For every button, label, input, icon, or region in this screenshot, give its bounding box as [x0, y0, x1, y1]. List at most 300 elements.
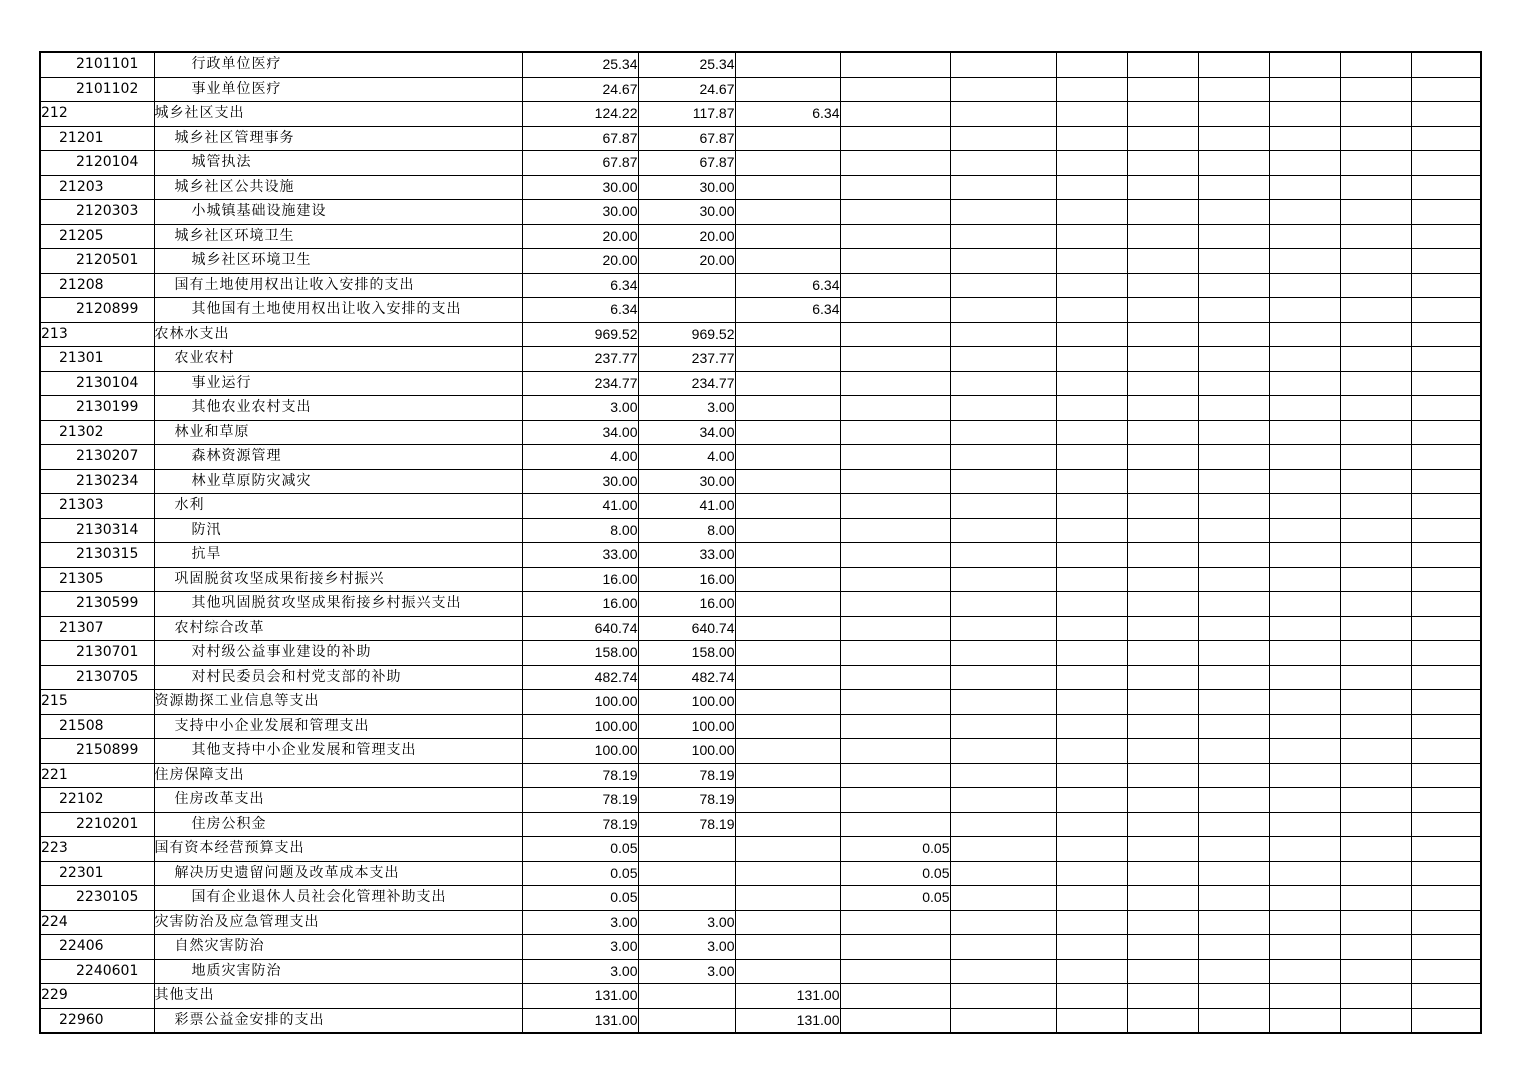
- fund-budget-amount-cell: [735, 371, 840, 396]
- empty-cell: [1056, 371, 1127, 396]
- subject-name-cell: 住房保障支出: [154, 763, 522, 788]
- empty-cell: [1056, 1008, 1127, 1033]
- empty-cell: [1056, 322, 1127, 347]
- state-capital-amount-cell: [840, 420, 950, 445]
- empty-cell: [1198, 861, 1269, 886]
- general-budget-amount-cell: 8.00: [638, 518, 735, 543]
- empty-cell: [1056, 714, 1127, 739]
- subject-code-cell: 21508: [40, 714, 154, 739]
- empty-cell: [1198, 445, 1269, 470]
- subject-code-cell: 2120303: [40, 200, 154, 225]
- table-row: [40, 984, 1481, 1009]
- general-budget-amount-cell: 117.87: [638, 102, 735, 127]
- empty-cell: [1056, 151, 1127, 176]
- empty-cell: [1198, 52, 1269, 77]
- subject-name-cell: 其他巩固脱贫攻坚成果衔接乡村振兴支出: [154, 592, 522, 617]
- empty-cell: [1127, 665, 1198, 690]
- general-budget-amount-cell: 3.00: [638, 959, 735, 984]
- empty-cell: [1269, 396, 1340, 421]
- state-capital-amount-cell: [840, 102, 950, 127]
- empty-cell: [1411, 665, 1481, 690]
- empty-cell: [1411, 151, 1481, 176]
- empty-cell: [1340, 763, 1411, 788]
- table-row: [40, 102, 1481, 127]
- general-budget-amount-cell: [638, 861, 735, 886]
- empty-cell: [1056, 959, 1127, 984]
- total-amount-cell: 34.00: [522, 420, 638, 445]
- empty-cell: [1269, 690, 1340, 715]
- empty-cell: [950, 1008, 1056, 1033]
- empty-cell: [1198, 935, 1269, 960]
- subject-name-cell: 国有土地使用权出让收入安排的支出: [154, 273, 522, 298]
- empty-cell: [1411, 371, 1481, 396]
- subject-code-cell: 224: [40, 910, 154, 935]
- subject-name-cell: 自然灾害防治: [154, 935, 522, 960]
- subject-code-cell: 2210201: [40, 812, 154, 837]
- empty-cell: [1056, 910, 1127, 935]
- empty-cell: [1340, 151, 1411, 176]
- empty-cell: [1056, 200, 1127, 225]
- empty-cell: [950, 102, 1056, 127]
- empty-cell: [1411, 518, 1481, 543]
- state-capital-amount-cell: [840, 788, 950, 813]
- empty-cell: [1340, 984, 1411, 1009]
- empty-cell: [950, 616, 1056, 641]
- subject-code-cell: 22301: [40, 861, 154, 886]
- fund-budget-amount-cell: [735, 616, 840, 641]
- budget-table: [39, 51, 1482, 1034]
- total-amount-cell: 237.77: [522, 347, 638, 372]
- state-capital-amount-cell: [840, 249, 950, 274]
- state-capital-amount-cell: [840, 347, 950, 372]
- empty-cell: [1198, 739, 1269, 764]
- empty-cell: [950, 935, 1056, 960]
- empty-cell: [1127, 126, 1198, 151]
- table-row: [40, 837, 1481, 862]
- empty-cell: [1269, 812, 1340, 837]
- empty-cell: [1340, 224, 1411, 249]
- empty-cell: [950, 910, 1056, 935]
- empty-cell: [1127, 224, 1198, 249]
- empty-cell: [1340, 959, 1411, 984]
- empty-cell: [1340, 543, 1411, 568]
- state-capital-amount-cell: [840, 763, 950, 788]
- fund-budget-amount-cell: [735, 347, 840, 372]
- empty-cell: [1411, 592, 1481, 617]
- empty-cell: [1127, 641, 1198, 666]
- empty-cell: [1056, 690, 1127, 715]
- general-budget-amount-cell: 3.00: [638, 910, 735, 935]
- empty-cell: [1056, 518, 1127, 543]
- empty-cell: [1411, 543, 1481, 568]
- state-capital-amount-cell: 0.05: [840, 837, 950, 862]
- table-row: [40, 224, 1481, 249]
- empty-cell: [1340, 935, 1411, 960]
- state-capital-amount-cell: [840, 959, 950, 984]
- general-budget-amount-cell: 30.00: [638, 175, 735, 200]
- empty-cell: [1198, 1008, 1269, 1033]
- empty-cell: [1411, 984, 1481, 1009]
- empty-cell: [1056, 273, 1127, 298]
- subject-code-cell: 215: [40, 690, 154, 715]
- empty-cell: [1198, 910, 1269, 935]
- empty-cell: [1269, 126, 1340, 151]
- empty-cell: [1198, 175, 1269, 200]
- total-amount-cell: 67.87: [522, 126, 638, 151]
- table-row: [40, 126, 1481, 151]
- subject-name-cell: 防汛: [154, 518, 522, 543]
- general-budget-amount-cell: [638, 1008, 735, 1033]
- state-capital-amount-cell: [840, 151, 950, 176]
- table-row: [40, 469, 1481, 494]
- state-capital-amount-cell: [840, 1008, 950, 1033]
- state-capital-amount-cell: [840, 52, 950, 77]
- subject-name-cell: 其他支出: [154, 984, 522, 1009]
- empty-cell: [1269, 837, 1340, 862]
- empty-cell: [1056, 396, 1127, 421]
- empty-cell: [1340, 1008, 1411, 1033]
- subject-code-cell: 21203: [40, 175, 154, 200]
- empty-cell: [1056, 837, 1127, 862]
- table-row: [40, 77, 1481, 102]
- empty-cell: [1056, 984, 1127, 1009]
- empty-cell: [1198, 714, 1269, 739]
- empty-cell: [1056, 812, 1127, 837]
- subject-code-cell: 2101101: [40, 52, 154, 77]
- empty-cell: [1340, 616, 1411, 641]
- empty-cell: [1198, 984, 1269, 1009]
- general-budget-amount-cell: 67.87: [638, 126, 735, 151]
- empty-cell: [1411, 567, 1481, 592]
- subject-code-cell: 22102: [40, 788, 154, 813]
- general-budget-amount-cell: 4.00: [638, 445, 735, 470]
- total-amount-cell: 0.05: [522, 837, 638, 862]
- total-amount-cell: 16.00: [522, 592, 638, 617]
- total-amount-cell: 158.00: [522, 641, 638, 666]
- empty-cell: [950, 763, 1056, 788]
- state-capital-amount-cell: [840, 322, 950, 347]
- empty-cell: [1127, 690, 1198, 715]
- subject-name-cell: 小城镇基础设施建设: [154, 200, 522, 225]
- empty-cell: [1269, 249, 1340, 274]
- subject-code-cell: 21303: [40, 494, 154, 519]
- empty-cell: [1340, 714, 1411, 739]
- empty-cell: [1269, 592, 1340, 617]
- fund-budget-amount-cell: [735, 910, 840, 935]
- general-budget-amount-cell: 640.74: [638, 616, 735, 641]
- subject-name-cell: 城乡社区管理事务: [154, 126, 522, 151]
- empty-cell: [1269, 347, 1340, 372]
- general-budget-amount-cell: [638, 273, 735, 298]
- total-amount-cell: 0.05: [522, 886, 638, 911]
- general-budget-amount-cell: 237.77: [638, 347, 735, 372]
- empty-cell: [950, 641, 1056, 666]
- empty-cell: [1127, 616, 1198, 641]
- subject-code-cell: 21301: [40, 347, 154, 372]
- subject-name-cell: 资源勘探工业信息等支出: [154, 690, 522, 715]
- empty-cell: [1127, 739, 1198, 764]
- state-capital-amount-cell: [840, 273, 950, 298]
- table-row: [40, 959, 1481, 984]
- empty-cell: [1340, 494, 1411, 519]
- empty-cell: [950, 543, 1056, 568]
- empty-cell: [1411, 763, 1481, 788]
- empty-cell: [950, 984, 1056, 1009]
- empty-cell: [1269, 959, 1340, 984]
- empty-cell: [1198, 273, 1269, 298]
- subject-name-cell: 城管执法: [154, 151, 522, 176]
- subject-code-cell: 22960: [40, 1008, 154, 1033]
- table-row: [40, 592, 1481, 617]
- empty-cell: [1340, 518, 1411, 543]
- empty-cell: [1056, 102, 1127, 127]
- state-capital-amount-cell: [840, 910, 950, 935]
- fund-budget-amount-cell: [735, 518, 840, 543]
- total-amount-cell: 20.00: [522, 224, 638, 249]
- empty-cell: [950, 371, 1056, 396]
- empty-cell: [950, 420, 1056, 445]
- empty-cell: [1269, 151, 1340, 176]
- subject-name-cell: 水利: [154, 494, 522, 519]
- empty-cell: [950, 886, 1056, 911]
- total-amount-cell: 6.34: [522, 273, 638, 298]
- fund-budget-amount-cell: [735, 396, 840, 421]
- total-amount-cell: 100.00: [522, 714, 638, 739]
- empty-cell: [1411, 347, 1481, 372]
- empty-cell: [1056, 249, 1127, 274]
- fund-budget-amount-cell: [735, 322, 840, 347]
- empty-cell: [1198, 77, 1269, 102]
- empty-cell: [1340, 273, 1411, 298]
- subject-name-cell: 事业单位医疗: [154, 77, 522, 102]
- total-amount-cell: 0.05: [522, 861, 638, 886]
- general-budget-amount-cell: 969.52: [638, 322, 735, 347]
- fund-budget-amount-cell: [735, 224, 840, 249]
- state-capital-amount-cell: [840, 371, 950, 396]
- subject-code-cell: 21307: [40, 616, 154, 641]
- empty-cell: [1269, 763, 1340, 788]
- empty-cell: [1127, 935, 1198, 960]
- empty-cell: [1411, 224, 1481, 249]
- empty-cell: [950, 77, 1056, 102]
- empty-cell: [1411, 886, 1481, 911]
- total-amount-cell: 78.19: [522, 788, 638, 813]
- subject-name-cell: 事业运行: [154, 371, 522, 396]
- subject-name-cell: 国有资本经营预算支出: [154, 837, 522, 862]
- table-row: [40, 690, 1481, 715]
- total-amount-cell: 3.00: [522, 959, 638, 984]
- table-row: [40, 641, 1481, 666]
- table-row: [40, 347, 1481, 372]
- empty-cell: [1269, 322, 1340, 347]
- general-budget-amount-cell: 16.00: [638, 592, 735, 617]
- total-amount-cell: 30.00: [522, 175, 638, 200]
- empty-cell: [1056, 126, 1127, 151]
- empty-cell: [1340, 200, 1411, 225]
- subject-code-cell: 2130599: [40, 592, 154, 617]
- empty-cell: [1056, 592, 1127, 617]
- total-amount-cell: 100.00: [522, 739, 638, 764]
- empty-cell: [1340, 396, 1411, 421]
- general-budget-amount-cell: 78.19: [638, 788, 735, 813]
- subject-name-cell: 灾害防治及应急管理支出: [154, 910, 522, 935]
- empty-cell: [950, 249, 1056, 274]
- total-amount-cell: 41.00: [522, 494, 638, 519]
- empty-cell: [1056, 77, 1127, 102]
- subject-code-cell: 213: [40, 322, 154, 347]
- empty-cell: [1056, 763, 1127, 788]
- total-amount-cell: 969.52: [522, 322, 638, 347]
- subject-name-cell: 林业和草原: [154, 420, 522, 445]
- empty-cell: [1198, 763, 1269, 788]
- empty-cell: [950, 665, 1056, 690]
- empty-cell: [1127, 102, 1198, 127]
- empty-cell: [950, 469, 1056, 494]
- empty-cell: [1340, 445, 1411, 470]
- empty-cell: [1198, 224, 1269, 249]
- empty-cell: [1411, 641, 1481, 666]
- empty-cell: [950, 592, 1056, 617]
- empty-cell: [1411, 126, 1481, 151]
- empty-cell: [950, 959, 1056, 984]
- empty-cell: [1198, 420, 1269, 445]
- empty-cell: [950, 298, 1056, 323]
- general-budget-amount-cell: [638, 886, 735, 911]
- empty-cell: [1269, 788, 1340, 813]
- subject-code-cell: 2130199: [40, 396, 154, 421]
- empty-cell: [1198, 151, 1269, 176]
- empty-cell: [1340, 126, 1411, 151]
- state-capital-amount-cell: [840, 469, 950, 494]
- empty-cell: [1340, 77, 1411, 102]
- empty-cell: [1127, 77, 1198, 102]
- empty-cell: [1056, 935, 1127, 960]
- empty-cell: [1269, 102, 1340, 127]
- empty-cell: [1127, 469, 1198, 494]
- empty-cell: [1127, 837, 1198, 862]
- fund-budget-amount-cell: [735, 175, 840, 200]
- empty-cell: [1269, 567, 1340, 592]
- fund-budget-amount-cell: [735, 469, 840, 494]
- general-budget-amount-cell: 34.00: [638, 420, 735, 445]
- empty-cell: [1340, 249, 1411, 274]
- empty-cell: [1198, 102, 1269, 127]
- empty-cell: [1411, 298, 1481, 323]
- empty-cell: [1340, 788, 1411, 813]
- empty-cell: [1340, 665, 1411, 690]
- total-amount-cell: 78.19: [522, 763, 638, 788]
- empty-cell: [1127, 886, 1198, 911]
- empty-cell: [1269, 445, 1340, 470]
- subject-name-cell: 国有企业退休人员社会化管理补助支出: [154, 886, 522, 911]
- empty-cell: [1127, 543, 1198, 568]
- empty-cell: [1340, 886, 1411, 911]
- table-row: [40, 543, 1481, 568]
- table-row: [40, 151, 1481, 176]
- general-budget-amount-cell: 41.00: [638, 494, 735, 519]
- empty-cell: [950, 567, 1056, 592]
- empty-cell: [1411, 445, 1481, 470]
- subject-name-cell: 其他国有土地使用权出让收入安排的支出: [154, 298, 522, 323]
- empty-cell: [1198, 616, 1269, 641]
- subject-code-cell: 2150899: [40, 739, 154, 764]
- state-capital-amount-cell: [840, 445, 950, 470]
- empty-cell: [1269, 273, 1340, 298]
- empty-cell: [1269, 1008, 1340, 1033]
- empty-cell: [1411, 273, 1481, 298]
- empty-cell: [1198, 788, 1269, 813]
- empty-cell: [1127, 396, 1198, 421]
- general-budget-amount-cell: 158.00: [638, 641, 735, 666]
- table-row: [40, 445, 1481, 470]
- general-budget-amount-cell: 100.00: [638, 690, 735, 715]
- empty-cell: [1269, 420, 1340, 445]
- state-capital-amount-cell: [840, 592, 950, 617]
- empty-cell: [1056, 469, 1127, 494]
- empty-cell: [1127, 445, 1198, 470]
- fund-budget-amount-cell: [735, 151, 840, 176]
- empty-cell: [1269, 371, 1340, 396]
- subject-code-cell: 2101102: [40, 77, 154, 102]
- general-budget-amount-cell: 25.34: [638, 52, 735, 77]
- empty-cell: [1056, 224, 1127, 249]
- general-budget-amount-cell: 3.00: [638, 396, 735, 421]
- empty-cell: [1198, 567, 1269, 592]
- general-budget-amount-cell: [638, 837, 735, 862]
- empty-cell: [1056, 567, 1127, 592]
- empty-cell: [1198, 665, 1269, 690]
- fund-budget-amount-cell: [735, 52, 840, 77]
- table-row: [40, 616, 1481, 641]
- empty-cell: [1269, 714, 1340, 739]
- empty-cell: [1269, 298, 1340, 323]
- subject-code-cell: 2130705: [40, 665, 154, 690]
- empty-cell: [1127, 812, 1198, 837]
- empty-cell: [1411, 102, 1481, 127]
- empty-cell: [1127, 763, 1198, 788]
- state-capital-amount-cell: [840, 77, 950, 102]
- fund-budget-amount-cell: [735, 567, 840, 592]
- empty-cell: [1056, 886, 1127, 911]
- state-capital-amount-cell: [840, 126, 950, 151]
- table-row: [40, 714, 1481, 739]
- empty-cell: [1411, 249, 1481, 274]
- empty-cell: [1127, 200, 1198, 225]
- empty-cell: [950, 494, 1056, 519]
- total-amount-cell: 78.19: [522, 812, 638, 837]
- empty-cell: [1340, 371, 1411, 396]
- empty-cell: [950, 347, 1056, 372]
- empty-cell: [1056, 52, 1127, 77]
- empty-cell: [1411, 494, 1481, 519]
- subject-code-cell: 221: [40, 763, 154, 788]
- subject-code-cell: 229: [40, 984, 154, 1009]
- subject-code-cell: 2130234: [40, 469, 154, 494]
- empty-cell: [1127, 249, 1198, 274]
- general-budget-amount-cell: 100.00: [638, 739, 735, 764]
- empty-cell: [1411, 812, 1481, 837]
- empty-cell: [1340, 102, 1411, 127]
- general-budget-amount-cell: 20.00: [638, 224, 735, 249]
- general-budget-amount-cell: 30.00: [638, 200, 735, 225]
- subject-code-cell: 2120501: [40, 249, 154, 274]
- empty-cell: [1056, 788, 1127, 813]
- empty-cell: [1340, 420, 1411, 445]
- total-amount-cell: 6.34: [522, 298, 638, 323]
- empty-cell: [1340, 739, 1411, 764]
- empty-cell: [1411, 322, 1481, 347]
- empty-cell: [1269, 518, 1340, 543]
